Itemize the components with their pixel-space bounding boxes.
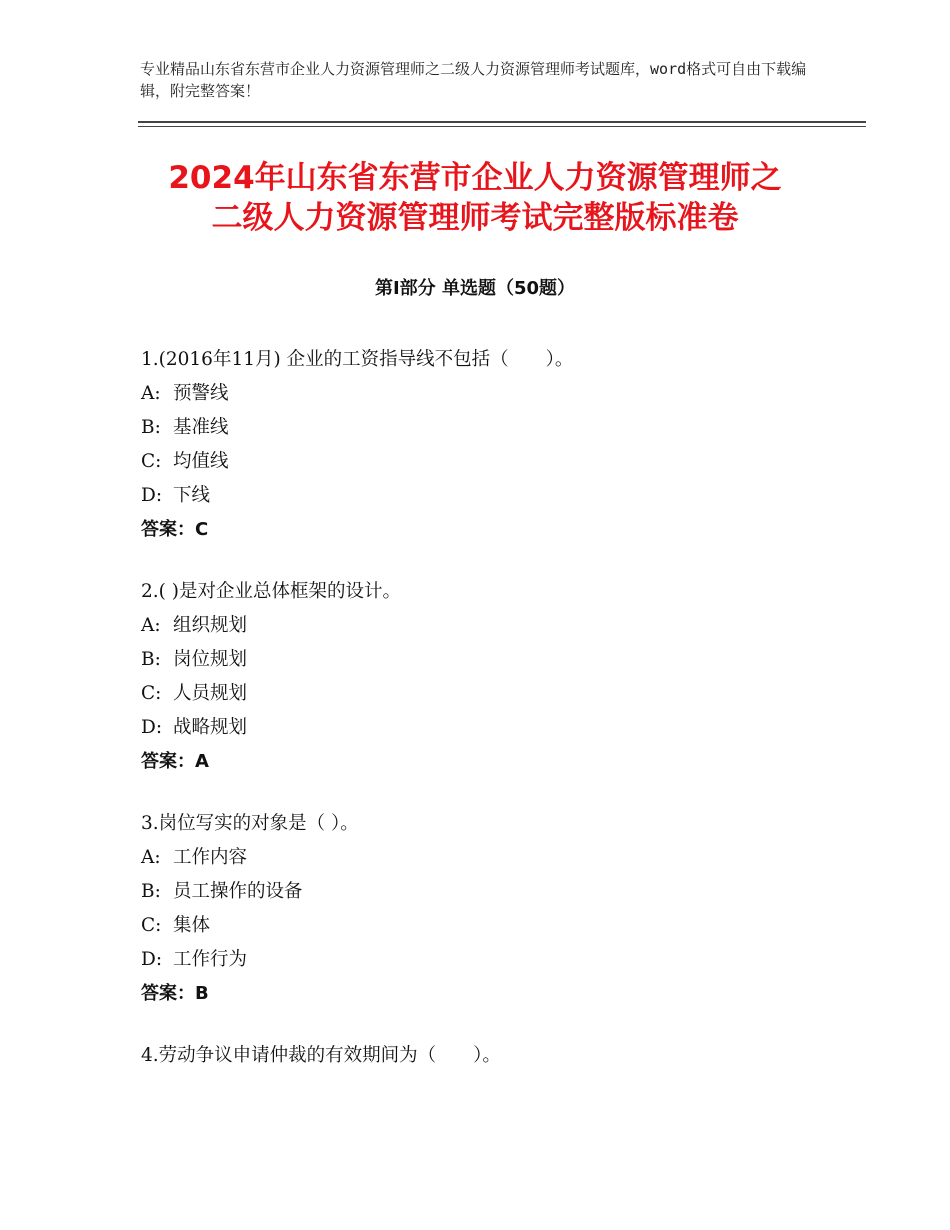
header-divider <box>138 121 866 123</box>
option-text: 组织规划 <box>173 615 248 636</box>
question-3 <box>141 807 861 1011</box>
option-text: 工作内容 <box>173 847 248 868</box>
option-b <box>141 411 861 445</box>
answer-value: B <box>195 983 209 1004</box>
question-stem: 1.(2016年11月) 企业的工资指导线不包括（ ）。 <box>141 349 574 370</box>
option-c <box>141 677 861 711</box>
question-1 <box>141 343 861 547</box>
question-list <box>141 343 861 1101</box>
option-text: 下线 <box>173 485 211 506</box>
question-4 <box>141 1039 861 1073</box>
option-key: C: <box>141 683 162 704</box>
option-text: 战略规划 <box>173 717 248 738</box>
option-key: C: <box>141 451 162 472</box>
option-key: B: <box>141 649 161 670</box>
answer-label: 答案： <box>141 751 195 772</box>
option-c <box>141 445 861 479</box>
question-stem: 2.( )是对企业总体框架的设计。 <box>141 581 401 602</box>
option-a <box>141 841 861 875</box>
option-text: 均值线 <box>173 451 229 472</box>
option-key: B: <box>141 417 161 438</box>
option-b <box>141 875 861 909</box>
answer <box>141 745 861 779</box>
answer-label: 答案： <box>141 519 195 540</box>
title-line-1: 2024年山东省东营市企业人力资源管理师之 <box>168 160 782 196</box>
option-text: 集体 <box>173 915 211 936</box>
answer-label: 答案： <box>141 983 195 1004</box>
header-note: 专业精品山东省东营市企业人力资源管理师之二级人力资源管理师考试题库，word格式可自由下载编辑，附完整答案！ <box>140 60 807 100</box>
option-text: 人员规划 <box>173 683 248 704</box>
option-key: A: <box>141 847 161 868</box>
option-c <box>141 909 861 943</box>
option-key: C: <box>141 915 162 936</box>
option-text: 员工操作的设备 <box>173 881 303 902</box>
answer-value: C <box>195 519 209 540</box>
header-divider-thin <box>138 126 866 127</box>
option-key: B: <box>141 881 161 902</box>
question-stem: 3.岗位写实的对象是（ ）。 <box>141 813 359 834</box>
section-heading: 第Ⅰ部分 单选题（50题） <box>374 278 575 299</box>
option-key: A: <box>141 383 161 404</box>
option-a <box>141 609 861 643</box>
question-stem: 4.劳动争议申请仲裁的有效期间为（ ）。 <box>141 1045 501 1066</box>
option-text: 基准线 <box>173 417 229 438</box>
answer <box>141 513 861 547</box>
title-line-2: 二级人力资源管理师考试完整版标准卷 <box>211 200 739 236</box>
option-text: 工作行为 <box>173 949 248 970</box>
option-key: D: <box>141 485 163 506</box>
option-text: 岗位规划 <box>173 649 248 670</box>
option-b <box>141 643 861 677</box>
option-text: 预警线 <box>173 383 229 404</box>
answer-value: A <box>195 751 209 772</box>
option-key: A: <box>141 615 161 636</box>
option-d <box>141 943 861 977</box>
option-a <box>141 377 861 411</box>
document-title <box>100 158 850 238</box>
option-key: D: <box>141 949 163 970</box>
option-d <box>141 711 861 745</box>
answer <box>141 977 861 1011</box>
question-2 <box>141 575 861 779</box>
option-key: D: <box>141 717 163 738</box>
option-d <box>141 479 861 513</box>
